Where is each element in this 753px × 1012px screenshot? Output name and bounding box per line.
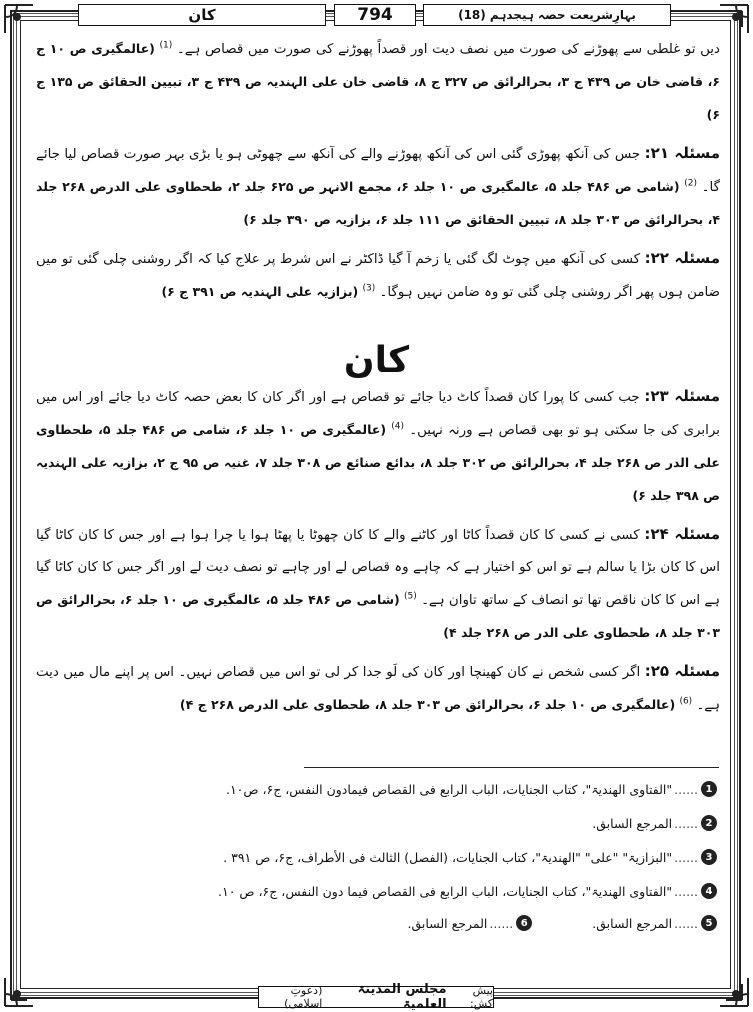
footnote-number: 3 xyxy=(701,849,717,865)
masala-label: مسئلہ ۲۴: xyxy=(644,525,720,543)
footnote-1: 1 ...... "الفتاوی الھندیۃ"، کتاب الجنایات، الباب الرابع فی القصاص فیمادون النفس، ج۶، ص۱۰. xyxy=(226,781,717,797)
footnote-number: 6 xyxy=(516,915,532,931)
citation: (شامی ص ۴۸۶ جلد ۵، عالمگیری ص ۱۰ جلد ۶، مجمع الانہر ص ۶۲۵ جلد ۲، طحطاوی علی الدرص ۲۶۸ جلد ۴، بحرالرائق ص ۳۰۳ جلد ۸، تبیین الحقائق ص ۱۱۱ جلد ۶، بزازیہ ص ۳۹۰ جلد ۶) xyxy=(36,179,720,227)
footnote-4: 4 ...... "الفتاوی الھندیۃ"، کتاب الجنایات، الباب الرابع فی القصاص فیما دون النفس، ج۶، ص ۱۰. xyxy=(218,883,717,899)
footnote-marker: (1) xyxy=(159,40,173,51)
page-body xyxy=(36,33,720,314)
masala-label: مسئلہ ۲۱: xyxy=(644,144,720,162)
footnote-5-6: 5 ...... المرجع السابق. 6 ...... المرجع السابق. xyxy=(408,915,717,931)
footnote-3: 3 ...... "البزازیۃ" "علی" "الھندیۃ"، کتاب الجنایات، (الفصل) الثالث فی الأطراف، ج۶، ص ۳۹۱ . xyxy=(223,849,717,865)
footnote-marker: (4) xyxy=(391,421,405,432)
masala-21: مسئلہ ۲۱: جس کی آنکھ پھوڑی گئی اس کی آنکھ پھوڑنے والے کی آنکھ سے چھوٹی ہو یا بڑی بہر صورت قصاص لیا جائے گا۔ $^{(2)}$ (شامی ص ۴۸۶ جلد ۵، عالمگیری ص ۱۰ جلد ۶، مجمع الانہر ص ۶۲۵ جلد ۲، طحطاوی علی الدرص ۲۶۸ جلد ۴، بحرالرائق ص ۳۰۳ جلد ۸، تبیین الحقائق ص ۱۱۱ جلد ۶، بزازیہ ص ۳۹۰ جلد ۶) xyxy=(36,144,720,227)
citation: (عالمگیری ص ۱۰ جلد ۶، بحرالرائق ص ۳۰۳ جلد ۸، طحطاوی علی الدرص ۲۶۸ ج ۴) xyxy=(179,697,676,712)
presented-by-label: پیش کش: xyxy=(470,984,493,1010)
citation: (بزازیہ علی الہندیہ ص ۳۹۱ ج ۶) xyxy=(161,284,359,299)
citation: (عالمگیری ص ۱۰ ج ۶، قاضی خان ص ۴۳۹ ج ۳، بحرالرائق ص ۳۲۷ ج ۸، قاضی خان علی الہندیہ ص ۴۳۹ ج ۳، تبیین الحقائق ص ۱۳۵ ج ۶) xyxy=(36,41,721,122)
publisher-name: مجلس المدینۃ العلمیۃ xyxy=(357,982,447,1012)
page-body-section-2 xyxy=(36,380,720,727)
footnote-marker: (6) xyxy=(679,696,693,707)
corner-ornament-icon xyxy=(3,964,47,1008)
corner-ornament-icon xyxy=(706,964,750,1008)
footnote-number: 1 xyxy=(701,781,717,797)
masala-25: مسئلہ ۲۵: اگر کسی شخص نے کان کھینچا اور کان کی لَو جدا کر لی تو اس میں قصاص نہیں۔ اس پر اپنے مال میں دیت ہے۔ $^{(6)}$ (عالمگیری ص ۱۰ جلد ۶، بحرالرائق ص ۳۰۳ جلد ۸، طحطاوی علی الدرص ۲۶۸ ج ۴) xyxy=(36,662,721,713)
masala-label: مسئلہ ۲۳: xyxy=(644,387,721,405)
footnote-divider xyxy=(304,767,719,768)
page-number: 794 xyxy=(334,4,416,26)
masala-22: مسئلہ ۲۲: کسی کی آنکھ میں چوٹ لگ گئی یا زخم آ گیا ڈاکٹر نے اس شرط پر علاج کیا کہ اگر روشنی چلی گئی تو میں ضامن ہوں پھر اگر روشنی چلی گئی تو وہ ضامن نہیں ہوگا۔ $^{(3)}$ (بزازیہ علی الہندیہ ص ۳۹۱ ج ۶) xyxy=(36,249,720,300)
footnote-marker: (5) xyxy=(404,591,417,602)
section-heading: کان xyxy=(343,340,410,381)
masala-23: مسئلہ ۲۳: جب کسی کا پورا کان قصداً کاٹ دیا جائے تو قصاص ہے اور اگر کان کا بعض حصہ کاٹ دیا جائے اور اس میں برابری کی جا سکتی ہو تو بھی قصاص ہے ورنہ نہیں۔ $^{(4)}$ (عالمگیری ص ۱۰ جلد ۶، شامی ص ۴۸۶ جلد ۵، طحطاوی علی الدر ص ۲۶۸ جلد ۴، بحرالرائق ص ۳۰۲ جلد ۸، بدائع صنائع ص ۳۰۸ جلد ۷، غنیہ ص ۹۵ ج ۲، بزازیہ علی الہندیہ ص ۳۹۸ جلد ۶) xyxy=(36,387,721,503)
footnote-number: 5 xyxy=(701,915,717,931)
footnote-number: 4 xyxy=(701,883,717,899)
masala-24: مسئلہ ۲۴: کسی نے کسی کا کان قصداً کاٹا اور کاٹنے والے کا کان چھوٹا یا پھٹا ہوا یا چرا ہوا ہے اور جس کا کان کاٹا گیا اس کا کان بڑا یا سالم ہے تو اس کو اختیار ہے کہ چاہے وہ قصاص لے اور چاہے تو نصف دیت لے اور اگر جس کا کان کاٹا گیا ہے اس کا کان ناقص تھا تو انصاف کے ساتھ تاوان ہے۔ $^{(5)}$ (شامی ص ۴۸۶ جلد ۵، عالمگیری ص ۱۰ جلد ۶، بحرالرائق ص ۳۰۳ جلد ۸، طحطاوی علی الدر ص ۲۶۸ جلد ۴) xyxy=(36,525,721,640)
chapter-title: کان xyxy=(78,4,326,26)
footnote-marker: (2) xyxy=(684,178,697,189)
running-title: بہارِشریعت حصہ ہیجدہم (18) xyxy=(423,4,671,26)
citation: (عالمگیری ص ۱۰ جلد ۶، شامی ص ۴۸۶ جلد ۵، طحطاوی علی الدر ص ۲۶۸ جلد ۴، بحرالرائق ص ۳۰۲ جلد ۸، بدائع صنائع ص ۳۰۸ جلد ۷، غنیہ ص ۹۵ ج ۲، بزازیہ علی الہندیہ ص ۳۹۸ جلد ۶) xyxy=(36,422,720,503)
publisher-footer xyxy=(258,982,494,1012)
footnote-2: 2 ...... المرجع السابق. xyxy=(592,815,717,831)
footnote-number: 2 xyxy=(701,815,717,831)
publisher-subtitle: (دعوتِ اسلامی) xyxy=(284,984,323,1010)
masala-label: مسئلہ ۲۲: xyxy=(644,249,720,267)
citation: (شامی ص ۴۸۶ جلد ۵، عالمگیری ص ۱۰ جلد ۶، بحرالرائق ص ۳۰۳ جلد ۸، طحطاوی علی الدر ص ۲۶۸ جلد ۴) xyxy=(36,592,720,640)
masala-label: مسئلہ ۲۵: xyxy=(644,662,721,680)
footnote-marker: (3) xyxy=(362,283,376,294)
paragraph-continuation: دیں تو غلطی سے پھوڑنے کی صورت میں نصف دیت اور قصداً پھوڑنے کی صورت میں قصاص ہے۔ $^{(1)}$ (عالمگیری ص ۱۰ ج ۶، قاضی خان ص ۴۳۹ ج ۳، بحرالرائق ص ۳۲۷ ج ۸، قاضی خان علی الہندیہ ص ۴۳۹ ج ۳، تبیین الحقائق ص ۱۳۵ ج ۶) xyxy=(36,40,721,122)
